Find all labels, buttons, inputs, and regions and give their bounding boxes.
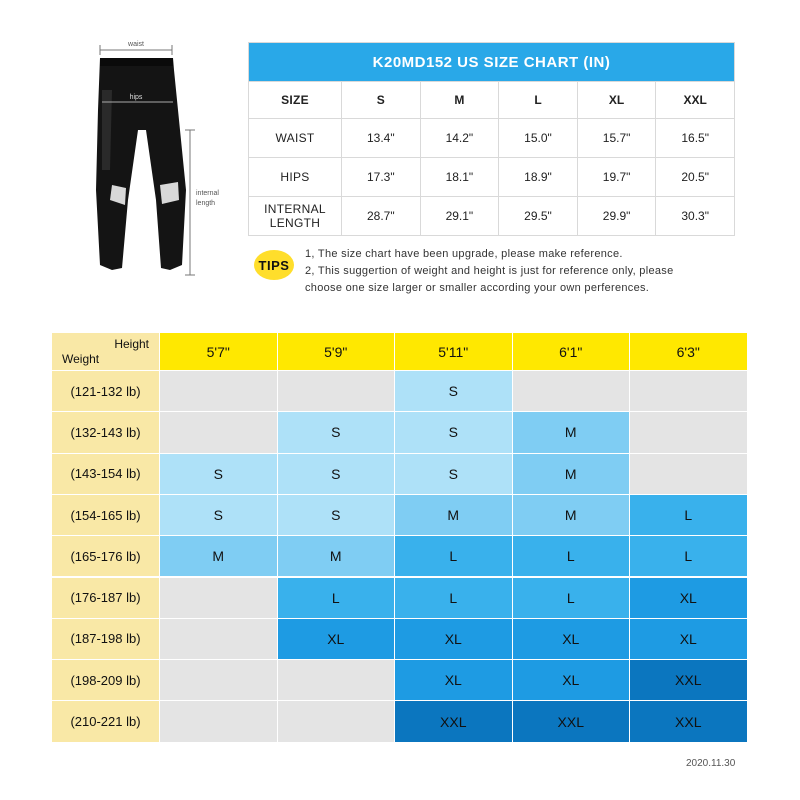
weight-label: (210-221 lb) [52,701,159,741]
size-chart-table [248,42,735,236]
size-cell: L [630,495,747,535]
height-header: 5'9" [278,333,395,370]
hips-row [249,158,735,197]
height-header: 6'3" [630,333,747,370]
size-cell: L [630,536,747,576]
size-cell: M [160,536,277,576]
tips-text [305,246,745,297]
empty-cell [278,701,395,741]
empty-cell [513,371,630,411]
empty-cell [160,578,277,618]
height-header: 5'11" [395,333,512,370]
size-cell: L [513,536,630,576]
size-cell: XL [278,619,395,659]
size-cell: S [395,454,512,494]
size-cell: L [278,578,395,618]
weight-label: (187-198 lb) [52,619,159,659]
measure-value: 29.9" [577,197,656,236]
size-cell: S [160,454,277,494]
empty-cell [160,701,277,741]
empty-cell [630,454,747,494]
size-cell: S [395,412,512,452]
row-label: WAIST [249,119,342,158]
size-cell: M [395,495,512,535]
measure-value: 15.0" [499,119,578,158]
weight-label: (121-132 lb) [52,371,159,411]
measure-value: 18.1" [420,158,499,197]
size-cell: M [278,536,395,576]
measure-value: 19.7" [577,158,656,197]
size-cell: M [513,454,630,494]
size-chart-title: K20MD152 US SIZE CHART (IN) [249,43,735,82]
measure-value: 18.9" [499,158,578,197]
empty-cell [160,412,277,452]
measure-value: 13.4" [342,119,421,158]
tip-line: choose one size larger or smaller according your own perferences. [305,282,650,294]
leggings-illustration [60,30,240,290]
size-cell: XXL [395,701,512,741]
measure-value: 28.7" [342,197,421,236]
measure-value: 15.7" [577,119,656,158]
size-cell: S [278,454,395,494]
size-cell: L [513,578,630,618]
weight-label: (176-187 lb) [52,578,159,618]
measure-value: 29.5" [499,197,578,236]
size-cell: L [395,578,512,618]
size-cell: S [278,495,395,535]
empty-cell [630,371,747,411]
weight-axis-label: Weight [62,352,100,366]
weight-label: (154-165 lb) [52,495,159,535]
measure-value: 29.1" [420,197,499,236]
row-label: INTERNAL LENGTH [249,197,342,236]
internal-length-label: internal length [196,190,219,207]
empty-cell [160,371,277,411]
size-cell: XXL [630,660,747,700]
date-stamp: 2020.11.30 [686,758,736,769]
measure-value: 14.2" [420,119,499,158]
size-header: L [499,82,578,119]
size-header: S [342,82,421,119]
internal-length-row [249,197,735,236]
waist-row [249,119,735,158]
empty-cell [278,660,395,700]
measure-value: 20.5" [656,158,735,197]
size-cell: XL [395,660,512,700]
size-cell: M [513,412,630,452]
empty-cell [160,660,277,700]
empty-cell [630,412,747,452]
size-cell: XL [513,619,630,659]
size-header: M [420,82,499,119]
weight-label: (165-176 lb) [52,536,159,576]
size-chart-header-row [249,82,735,119]
weight-label: (143-154 lb) [52,454,159,494]
waist-label: waist [128,41,144,48]
size-cell: XL [630,619,747,659]
height-axis-label: Height [114,337,149,351]
measure-value: 16.5" [656,119,735,158]
size-cell: M [513,495,630,535]
weight-label: (198-209 lb) [52,660,159,700]
size-cell: S [278,412,395,452]
tip-line: 1, The size chart have been upgrade, please make reference. [305,248,623,260]
measure-value: 30.3" [656,197,735,236]
height-header: 6'1" [513,333,630,370]
size-cell: L [395,536,512,576]
size-cell: XL [630,578,747,618]
weight-label: (132-143 lb) [52,412,159,452]
height-header: 5'7" [160,333,277,370]
size-cell: XL [395,619,512,659]
size-cell: XXL [513,701,630,741]
empty-cell [278,371,395,411]
size-cell: S [160,495,277,535]
hips-label: hips [129,94,143,101]
size-header: XXL [656,82,735,119]
tip-line: 2, This suggertion of weight and height is just for reference only, please [305,265,674,277]
empty-cell [160,619,277,659]
height-weight-fit-grid [52,333,750,743]
size-header: SIZE [249,82,342,119]
size-cell: XXL [630,701,747,741]
tips-badge: TIPS [254,250,294,280]
grid-corner [52,333,159,370]
size-cell: S [395,371,512,411]
size-cell: XL [513,660,630,700]
size-header: XL [577,82,656,119]
row-label: HIPS [249,158,342,197]
measure-value: 17.3" [342,158,421,197]
